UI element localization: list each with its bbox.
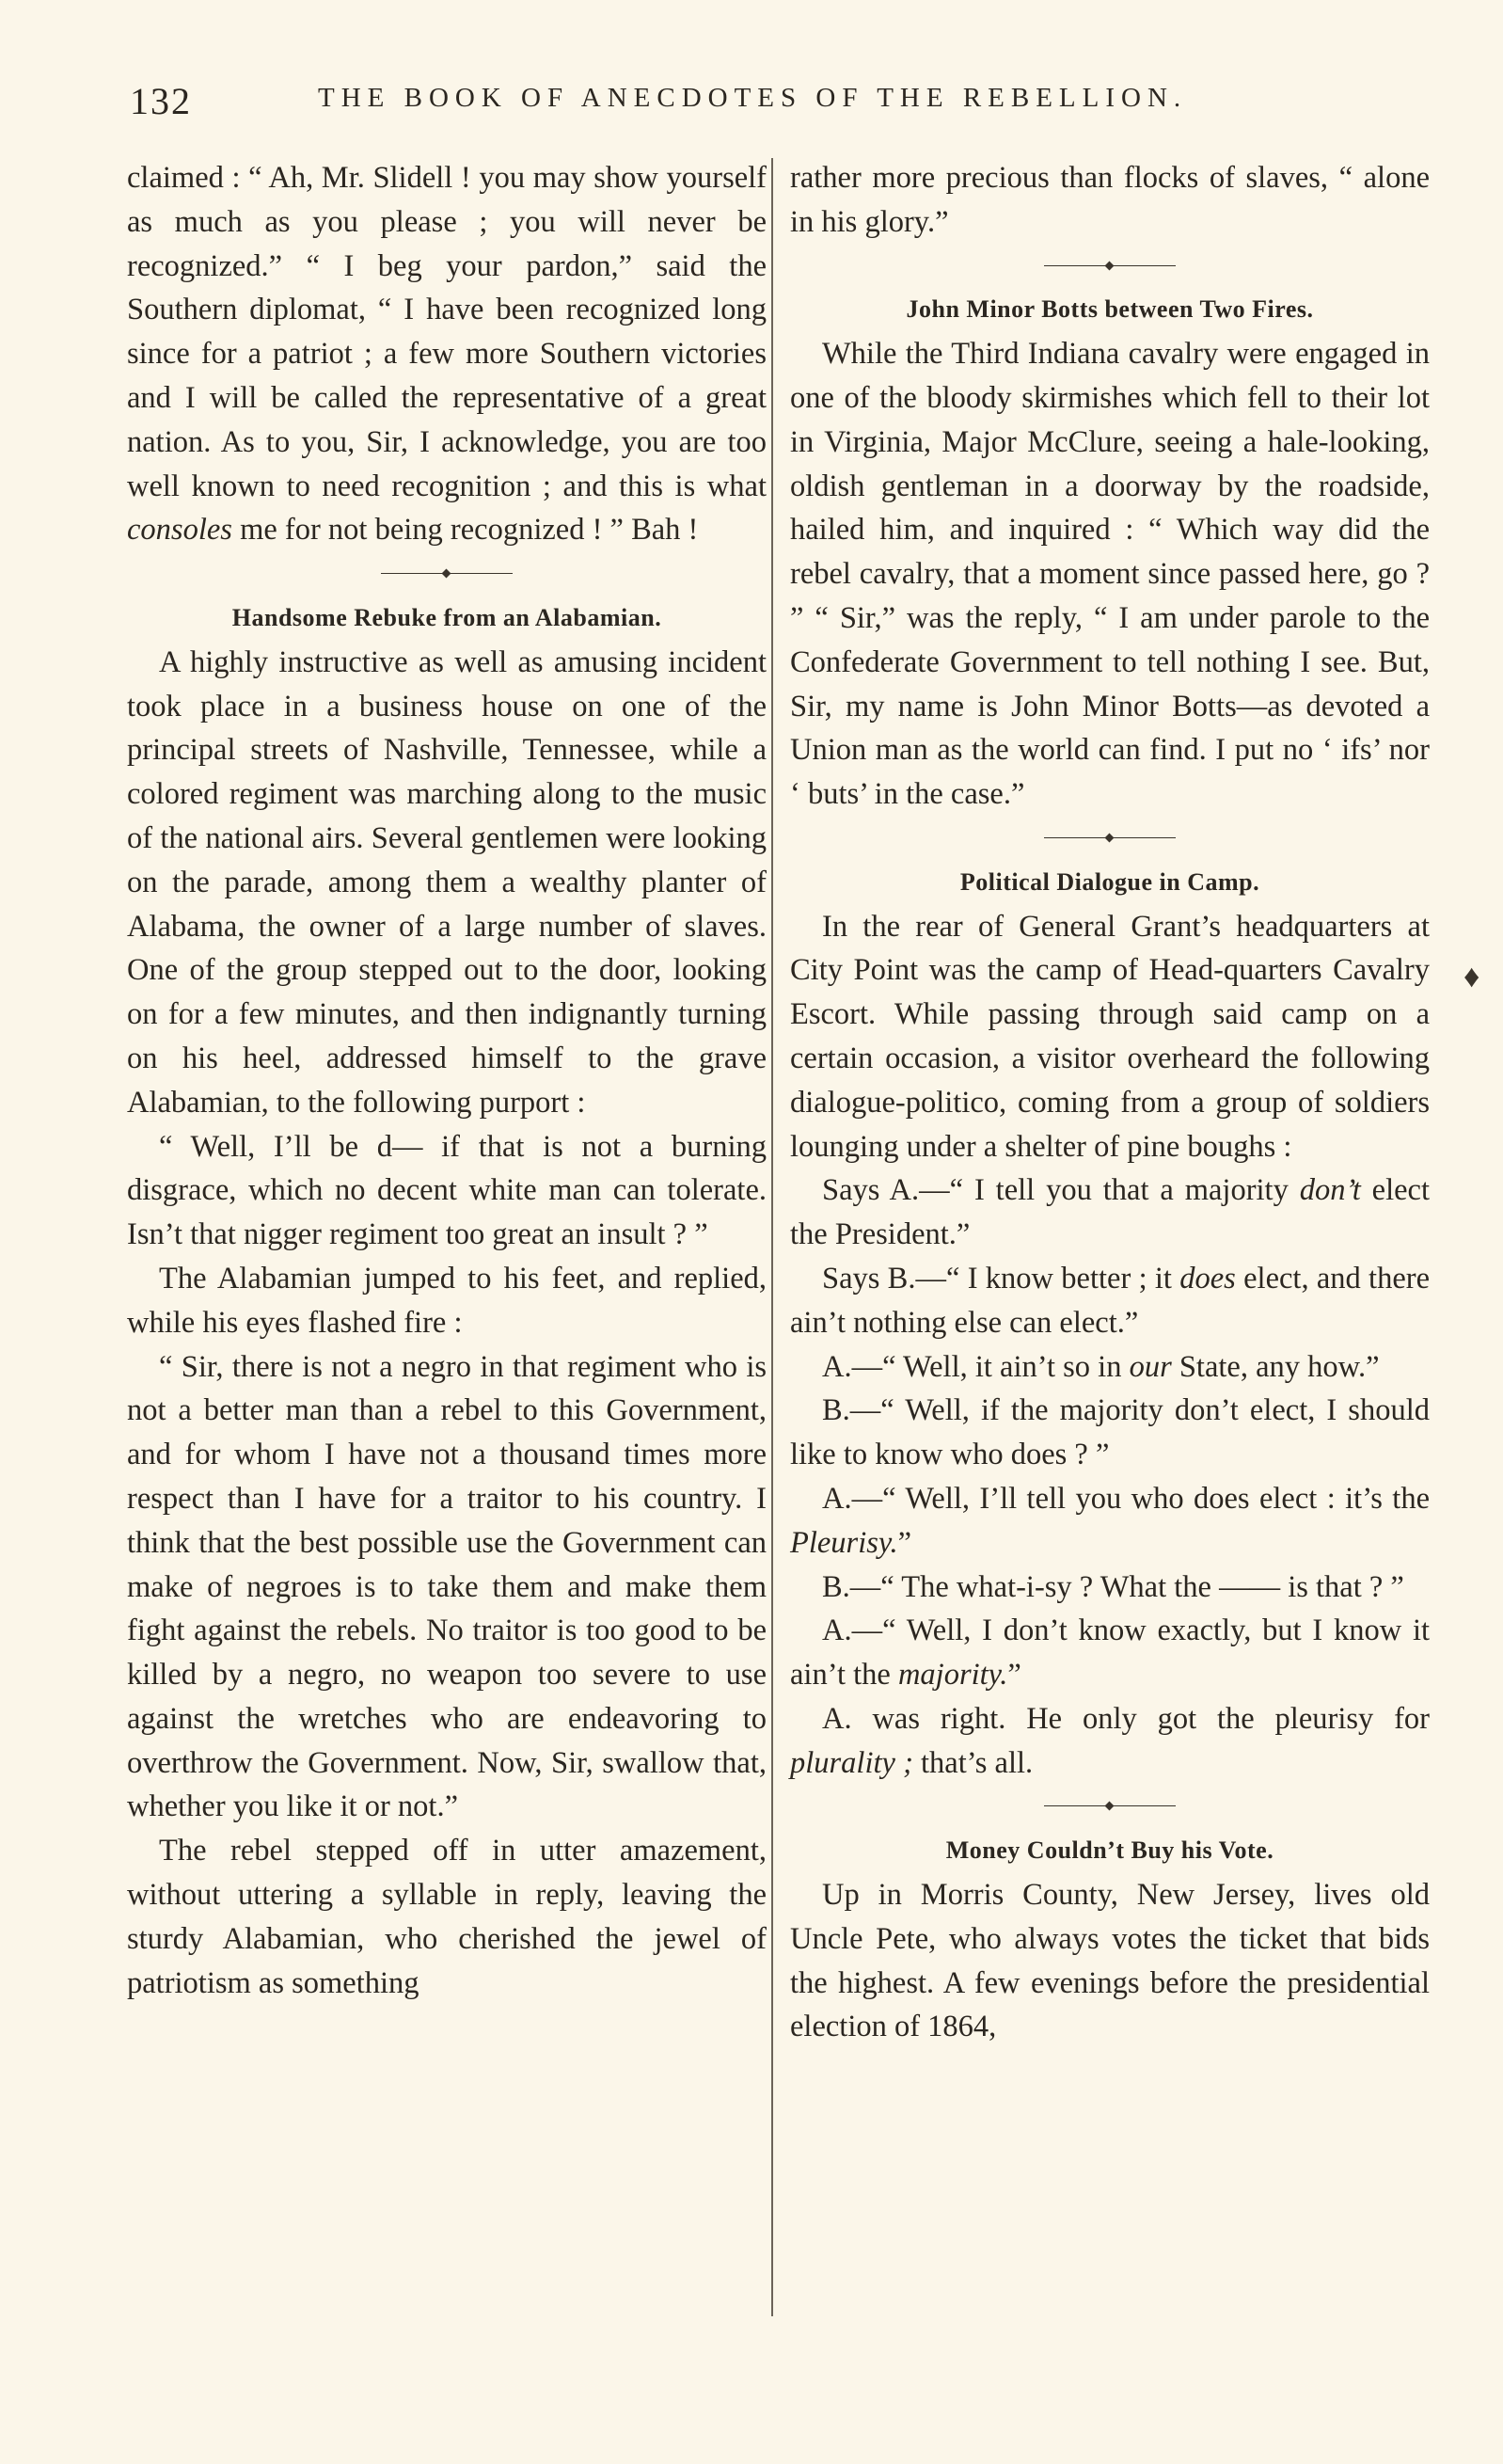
emphasis: does [1179,1261,1236,1296]
page-number: 132 [130,80,192,122]
column-rule [771,158,773,2316]
paragraph: While the Third Indiana cavalry were engaged in one of the bloody skirmishes which fell to their lot in Virginia, Major McClure, seeing a hale-looking, oldish gentleman in a doorway by the roadside, hailed him, and inquired : “ Which way did the rebel cavalry, that a moment since passed here, go ? ” “ Sir,” was the reply, “ I am under parole to the Confederate Government to tell nothing I see. But, Sir, my name is John Minor Botts—as devoted a Union man as the world can find. I put no ‘ ifs’ nor ‘ buts’ in the case.” [790,337,1430,812]
section-heading: Money Couldn’t Buy his Vote. [945,1836,1274,1865]
paragraph: claimed : “ Ah, Mr. Slidell ! you may show yourself as much as you please ; you will never be recognized.” “ I beg your pardon,” said the Southern diplomat, “ I have been recognized long since for a patriot ; a few more Southern victories and I will be called the representative of a great nation. As to you, Sir, I acknowledge, you are too well known to need recognition ; and this is what consoles me for not being recognized ! ” Bah ! [127,161,767,548]
emphasis: majority. [897,1658,1008,1693]
right-column [790,156,1430,2049]
paragraph: A.—“ Well, I don’t know exactly, but I know it ain’t the majority.” [790,1614,1430,1693]
left-column [127,156,767,2005]
section-divider [790,1785,1430,1829]
paragraph: “ Well, I’ll be d— if that is not a burning disgrace, which no decent white man can tolerate. Isn’t that nigger regiment too great an insult ? ” [127,1129,767,1252]
paragraph: The rebel stepped off in utter amazement, without uttering a syllable in reply, leaving the sturdy Alabamian, who cherished the jewel of patriotism as something [127,1834,767,2000]
emphasis: Pleurisy. [790,1525,898,1560]
paragraph: Says A.—“ I tell you that a majority don’t elect the President.” [790,1173,1430,1252]
margin-mark: ♦ [1463,960,1480,994]
paragraph: rather more precious than flocks of slaves, “ alone in his glory.” [790,161,1430,239]
emphasis: consoles [127,513,232,548]
paragraph: B.—“ Well, if the majority don’t elect, I should like to know who does ? ” [790,1393,1430,1472]
section-heading: Handsome Rebuke from an Alabamian. [231,603,662,631]
paragraph: Up in Morris County, New Jersey, lives old Uncle Pete, who always votes the ticket that bids the highest. A few evenings before the presidential election of 1864, [790,1878,1430,2044]
page-header [130,79,1249,135]
section-divider [790,245,1430,289]
paragraph: Says B.—“ I know better ; it does elect, and there ain’t nothing else can elect.” [790,1261,1431,1340]
section-divider [790,817,1430,861]
paragraph: A.—“ Well, it ain’t so in our State, any how.” [822,1349,1380,1384]
paragraph: In the rear of General Grant’s headquarters at City Point was the camp of Head-quarters Cavalry Escort. While passing through said camp on a certain occasion, a visitor overheard the following dialogue-politico, coming from a group of soldiers lounging under a shelter of pine boughs : [790,909,1430,1164]
paragraph: A highly instructive as well as amusing incident took place in a business house on one of the principal streets of Nashville, Tennessee, while a colored regiment was marching along to the music of the national airs. Several gentlemen were looking on the parade, among them a wealthy planter of Alabama, the owner of a large number of slaves. One of the group stepped out to the door, looking on for a few minutes, and then indignantly turning on his heel, addressed himself to the grave Alabamian, to the following purport : [127,644,767,1120]
section-heading: Political Dialogue in Camp. [959,867,1260,896]
paragraph: The Alabamian jumped to his feet, and replied, while his eyes flashed fire : [127,1261,767,1340]
running-title: THE BOOK OF ANECDOTES OF THE REBELLION. [318,83,1188,113]
section-heading: John Minor Botts between Two Fires. [906,295,1314,324]
section-divider [127,552,767,596]
paragraph: A. was right. He only got the pleurisy for plurality ; that’s all. [790,1701,1430,1780]
emphasis: don’t [1299,1173,1361,1208]
paragraph: A.—“ Well, I’ll tell you who does elect : it’s the Pleurisy.” [790,1481,1430,1560]
emphasis: plurality ; [790,1745,913,1780]
paragraph: B.—“ The what-i-sy ? What the —— is that ? ” [822,1569,1404,1604]
emphasis: our [1129,1349,1172,1384]
paragraph: “ Sir, there is not a negro in that regiment who is not a better man than a rebel to this Government, and for whom I have not a thousand times more respect than I have for a traitor to his country. I think that the best possible use the Government can make of negroes is to take them and make them fight against the rebels. No traitor is too good to be killed by a negro, no weapon too severe to use against the wretches who are endeavoring to overthrow the Government. Now, Sir, swallow that, whether you like it or not.” [127,1349,767,1824]
